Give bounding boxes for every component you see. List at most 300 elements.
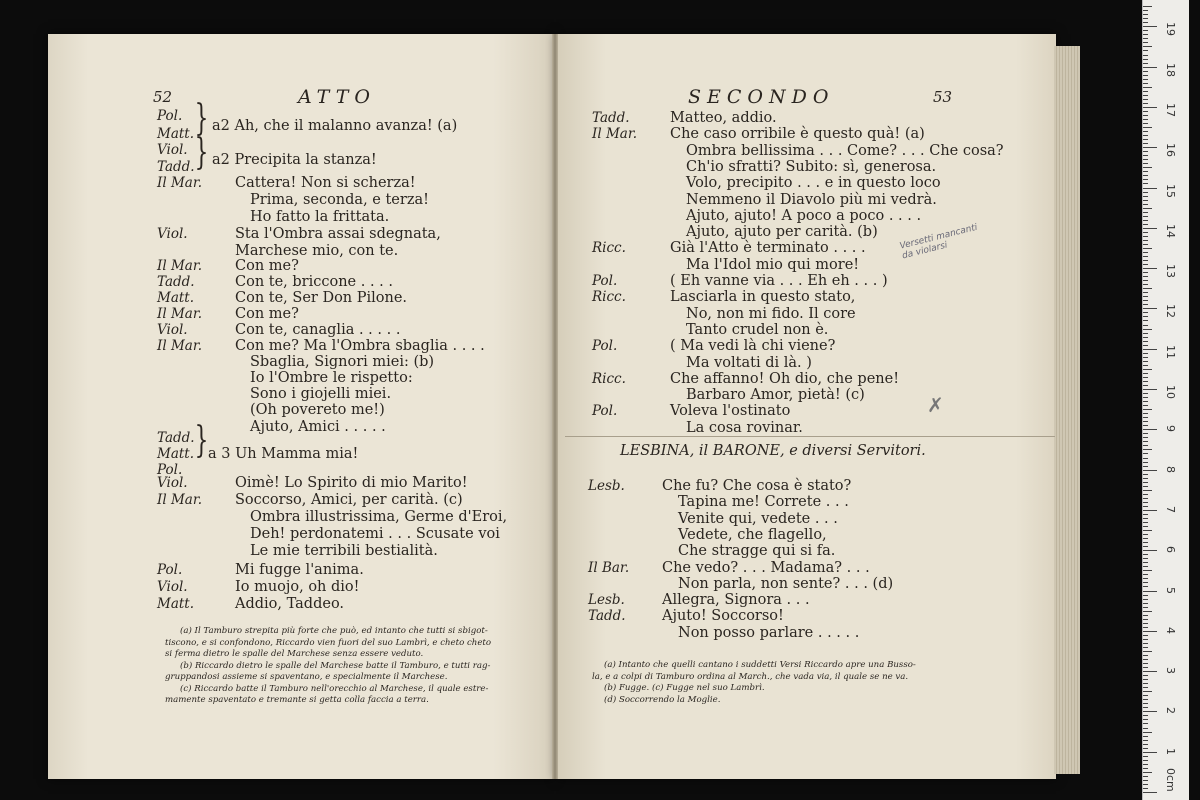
footnote-line: mamente spaventato e tremante si getta colla faccia a terra.: [165, 695, 429, 705]
ruler-tick: [1143, 667, 1148, 668]
ruler-tick: [1143, 611, 1152, 612]
speaker-label: Ricc.: [592, 289, 626, 306]
verse-line: Ajuto, ajuto per carità. (b): [686, 224, 878, 241]
ruler-tick: [1143, 179, 1148, 180]
ruler-tick: [1143, 679, 1148, 680]
speaker-label: Tadd.: [157, 274, 195, 290]
ruler-label: 2: [1164, 707, 1177, 715]
right-header: SECONDO: [688, 86, 835, 108]
verse-line: Con te, Ser Don Pilone.: [235, 290, 408, 306]
ruler-tick: [1143, 296, 1148, 297]
verse-line: Con te, canaglia . . . . .: [235, 322, 401, 338]
verse-line: Matteo, addio.: [670, 110, 777, 126]
ruler-tick: [1143, 216, 1148, 217]
left-header: ATTO: [298, 86, 376, 108]
ruler-tick: [1143, 308, 1157, 309]
ruler-tick: [1143, 26, 1157, 27]
ruler-tick: [1143, 586, 1148, 587]
ruler-tick: [1143, 578, 1148, 579]
ruler-tick: [1143, 732, 1152, 733]
verse-line: Ombra illustrissima, Germe d'Eroi,: [250, 509, 508, 525]
verse-line: Soccorso, Amici, per carità. (c): [235, 492, 463, 508]
speaker-label: Lesb.: [588, 592, 625, 609]
ruler-tick: [1143, 196, 1148, 197]
speaker-label: Pol.: [592, 338, 618, 355]
brace-icon: }: [194, 132, 209, 173]
verse-line: Ma voltati di là. ): [686, 354, 812, 371]
measurement-ruler: [1142, 0, 1189, 800]
ruler-label: 17: [1164, 102, 1177, 117]
speaker-label: Lesb.: [588, 478, 625, 494]
ruler-tick: [1143, 607, 1148, 608]
ruler-tick: [1143, 788, 1148, 789]
ruler-tick: [1143, 639, 1148, 640]
verse-line: Sbaglia, Signori miei: (b): [250, 354, 435, 370]
ruler-label: 18: [1164, 62, 1177, 77]
ruler-tick: [1143, 236, 1148, 237]
ruler-tick: [1143, 728, 1148, 729]
ruler-tick: [1143, 603, 1148, 604]
ruler-tick: [1143, 635, 1148, 636]
ruler-tick: [1143, 292, 1148, 293]
verse-line: Oimè! Lo Spirito di mio Marito!: [235, 475, 468, 491]
verse-line: Che vedo? . . . Madama? . . .: [662, 559, 870, 576]
ruler-tick: [1143, 357, 1148, 358]
ruler-tick: [1143, 300, 1148, 301]
brace-speaker-label: Tadd.: [157, 159, 195, 175]
ruler-label: 8: [1164, 465, 1177, 473]
ruler-label: 3: [1164, 667, 1177, 675]
ruler-tick: [1143, 748, 1148, 749]
ruler-tick: [1143, 740, 1148, 741]
ruler-tick: [1143, 780, 1148, 781]
ruler-tick: [1143, 188, 1157, 189]
ruler-tick: [1143, 369, 1152, 370]
ruler-tick: [1143, 744, 1148, 745]
speaker-label: Tadd.: [592, 110, 630, 126]
ruler-tick: [1143, 316, 1148, 317]
ruler-tick: [1143, 647, 1148, 648]
ruler-tick: [1143, 437, 1148, 438]
ruler-tick: [1143, 115, 1148, 116]
verse-line: ( Ma vedi là chi viene?: [670, 338, 836, 355]
verse-line: Che caso orribile è questo quà! (a): [670, 126, 925, 143]
ruler-label: 11: [1164, 344, 1177, 359]
verse-line: ( Eh vanne via . . . Eh eh . . . ): [670, 273, 888, 289]
brace-icon: }: [194, 420, 209, 461]
ruler-label: 12: [1164, 304, 1177, 319]
verse-line: Sta l'Ombra assai sdegnata,: [235, 226, 441, 242]
verse-line: No, non mi fido. Il core: [686, 305, 856, 322]
ruler-tick: [1143, 83, 1148, 84]
ruler-tick: [1143, 453, 1148, 454]
brace-speaker-label: Pol.: [157, 462, 183, 478]
ruler-label: 13: [1164, 264, 1177, 279]
ruler-tick: [1143, 212, 1148, 213]
ruler-tick: [1143, 59, 1148, 60]
speaker-label: Viol.: [157, 322, 188, 338]
scene-heading: LESBINA, il BARONE, e diversi Servitori.: [620, 443, 926, 459]
ruler-tick: [1143, 361, 1148, 362]
verse-line: Addio, Taddeo.: [235, 596, 345, 612]
ruler-tick: [1143, 276, 1148, 277]
ruler-tick: [1143, 288, 1152, 289]
ruler-label: 9: [1164, 425, 1177, 433]
ruler-tick: [1143, 631, 1157, 632]
ruler-label: 1: [1164, 747, 1177, 755]
ruler-tick: [1143, 135, 1148, 136]
verse-line: Non posso parlare . . . . .: [678, 624, 860, 641]
ruler-tick: [1143, 546, 1148, 547]
ruler-tick: [1143, 200, 1148, 201]
ruler-tick: [1143, 792, 1157, 793]
page-edges: [1054, 46, 1080, 774]
footnote-line: (a) Intanto che quelli cantano i suddetti Versi Riccardo apre una Busso-: [604, 660, 916, 670]
ruler-tick: [1143, 736, 1148, 737]
ruler-tick: [1143, 627, 1148, 628]
ruler-tick: [1143, 107, 1157, 108]
ruler-tick: [1143, 373, 1148, 374]
ruler-tick: [1143, 756, 1148, 757]
speaker-label: Il Mar.: [157, 492, 203, 508]
verse-line: Io l'Ombre le rispetto:: [250, 370, 413, 386]
ruler-tick: [1143, 401, 1148, 402]
ruler-tick: [1143, 510, 1157, 511]
verse-line: a2 Precipita la stanza!: [212, 152, 377, 168]
speaker-label: Il Mar.: [157, 338, 203, 354]
ruler-tick: [1143, 147, 1157, 148]
ruler-tick: [1143, 574, 1148, 575]
right-page-number: 53: [933, 88, 953, 106]
ruler-tick: [1143, 591, 1157, 592]
ruler-tick: [1143, 103, 1148, 104]
ruler-tick: [1143, 224, 1148, 225]
verse-line: Ch'io sfratti? Subito: sì, generosa.: [686, 158, 937, 175]
verse-line: Con me?: [235, 258, 299, 274]
ruler-tick: [1143, 478, 1148, 479]
ruler-tick: [1143, 470, 1157, 471]
ruler-tick: [1143, 208, 1152, 209]
speaker-label: Viol.: [157, 579, 188, 595]
verse-line: Le mie terribili bestialità.: [250, 543, 438, 559]
brace-speaker-label: Pol.: [157, 108, 183, 124]
ruler-tick: [1143, 514, 1148, 515]
ruler-tick: [1143, 204, 1148, 205]
ruler-tick: [1143, 232, 1148, 233]
footnote-line: gruppandosi assieme si spaventano, e specialmente il Marchese.: [165, 672, 448, 682]
ruler-tick: [1143, 6, 1152, 7]
verse-line: Non parla, non sente? . . . (d): [678, 575, 894, 592]
verse-line: Che fu? Che cosa è stato?: [662, 478, 852, 494]
speaker-label: Pol.: [592, 403, 618, 420]
ruler-tick: [1143, 760, 1148, 761]
ruler-tick: [1143, 615, 1148, 616]
ruler-tick: [1143, 63, 1148, 64]
ruler-tick: [1143, 248, 1152, 249]
ruler-label: 7: [1164, 505, 1177, 513]
ruler-tick: [1143, 163, 1148, 164]
verse-line: Con me?: [235, 306, 299, 322]
ruler-tick: [1143, 329, 1152, 330]
ruler-tick: [1143, 582, 1148, 583]
verse-line: Mi fugge l'anima.: [235, 562, 364, 578]
ruler-tick: [1143, 79, 1148, 80]
verse-line: Vedete, che flagello,: [678, 526, 827, 543]
ruler-tick: [1143, 542, 1148, 543]
speaker-label: Pol.: [592, 273, 618, 289]
speaker-label: Il Mar.: [157, 258, 203, 274]
verse-line: Tanto crudel non è.: [686, 321, 829, 338]
speaker-label: Il Bar.: [588, 559, 630, 576]
ruler-tick: [1143, 143, 1148, 144]
ruler-tick: [1143, 171, 1148, 172]
verse-line: (Oh povereto me!): [250, 402, 385, 418]
ruler-tick: [1143, 333, 1148, 334]
ruler-tick: [1143, 38, 1148, 39]
ruler-tick: [1143, 30, 1148, 31]
ruler-tick: [1143, 95, 1148, 96]
ruler-tick: [1143, 159, 1148, 160]
ruler-tick: [1143, 707, 1148, 708]
ruler-tick: [1143, 167, 1152, 168]
ruler-tick: [1143, 421, 1148, 422]
verse-line: Ho fatto la frittata.: [250, 209, 390, 225]
ruler-tick: [1143, 719, 1148, 720]
ruler-tick: [1143, 506, 1148, 507]
verse-line: a 3 Uh Mamma mia!: [208, 446, 359, 462]
ruler-tick: [1143, 393, 1148, 394]
ruler-tick: [1143, 566, 1148, 567]
ruler-tick: [1143, 784, 1148, 785]
footnote-line: (b) Fugge. (c) Fugge nel suo Lambrì.: [604, 683, 765, 693]
ruler-tick: [1143, 715, 1148, 716]
ruler-tick: [1143, 776, 1148, 777]
verse-line: Prima, seconda, e terza!: [250, 192, 429, 208]
ruler-tick: [1143, 711, 1157, 712]
ruler-tick: [1143, 691, 1152, 692]
ruler-tick: [1143, 462, 1148, 463]
ruler-tick: [1143, 595, 1148, 596]
speaker-label: Il Mar.: [157, 306, 203, 322]
ruler-tick: [1143, 445, 1148, 446]
verse-line: Voleva l'ostinato: [670, 403, 791, 420]
verse-line: a2 Ah, che il malanno avanza! (a): [212, 118, 458, 134]
ruler-tick: [1143, 345, 1148, 346]
speaker-label: Matt.: [157, 290, 195, 306]
speaker-label: Ricc.: [592, 240, 626, 257]
verse-line: Ajuto, ajuto! A poco a poco . . . .: [686, 207, 922, 224]
speaker-label: Il Mar.: [592, 126, 638, 143]
verse-line: Barbaro Amor, pietà! (c): [686, 387, 865, 404]
ruler-tick: [1143, 268, 1157, 269]
speaker-label: Viol.: [157, 226, 188, 242]
ruler-tick: [1143, 240, 1148, 241]
ruler-tick: [1143, 599, 1148, 600]
ruler-tick: [1143, 304, 1148, 305]
speaker-label: Ricc.: [592, 370, 626, 387]
ruler-tick: [1143, 280, 1148, 281]
ruler-tick: [1143, 175, 1148, 176]
ruler-tick: [1143, 151, 1148, 152]
ruler-tick: [1143, 337, 1148, 338]
ruler-tick: [1143, 75, 1148, 76]
book-gutter: [552, 34, 558, 779]
ruler-tick: [1143, 518, 1148, 519]
handwritten-margin-note: Versetti mancanti da violarsi: [898, 222, 979, 262]
ruler-tick: [1143, 119, 1148, 120]
ruler-label: 4: [1164, 626, 1177, 634]
footnote-line: la, e a colpi di Tamburo ordina al March., che vada via, il quale se ne va.: [592, 671, 909, 682]
ruler-tick: [1143, 429, 1157, 430]
speaker-label: Tadd.: [588, 608, 626, 625]
ruler-tick: [1143, 558, 1148, 559]
ruler-tick: [1143, 67, 1157, 68]
ruler-tick: [1143, 425, 1148, 426]
verse-line: La cosa rovinar.: [686, 419, 803, 436]
ruler-tick: [1143, 623, 1148, 624]
ruler-tick: [1143, 10, 1148, 11]
ruler-tick: [1143, 353, 1148, 354]
ruler-tick: [1143, 320, 1148, 321]
ruler-tick: [1143, 50, 1148, 51]
ruler-tick: [1143, 671, 1157, 672]
footnote-line: (d) Soccorrendo la Moglie.: [604, 694, 721, 705]
ruler-tick: [1143, 663, 1148, 664]
ruler-tick: [1143, 34, 1148, 35]
verse-line: Che stragge qui si fa.: [678, 543, 836, 560]
ruler-tick: [1143, 91, 1148, 92]
ruler-tick: [1143, 385, 1148, 386]
verse-line: Con te, briccone . . . .: [235, 274, 394, 290]
ruler-label: 14: [1164, 223, 1177, 238]
ruler-tick: [1143, 562, 1148, 563]
ruler-tick: [1143, 127, 1152, 128]
verse-line: Ma l'Idol mio qui more!: [686, 256, 860, 273]
ruler-tick: [1143, 659, 1148, 660]
verse-line: Ajuto! Soccorso!: [662, 608, 784, 625]
ruler-tick: [1143, 192, 1148, 193]
ruler-tick: [1143, 325, 1148, 326]
ruler-tick: [1143, 284, 1148, 285]
verse-line: Con me? Ma l'Ombra sbaglia . . . .: [235, 338, 485, 354]
speaker-label: Viol.: [157, 475, 188, 491]
speaker-label: Pol.: [157, 562, 183, 578]
ruler-tick: [1143, 683, 1148, 684]
verse-line: Volo, precipito . . . e in questo loco: [686, 175, 941, 192]
brace-speaker-label: Matt.: [157, 446, 195, 462]
ruler-tick: [1143, 768, 1148, 769]
ruler-tick: [1143, 655, 1148, 656]
verse-line: Venite qui, vedete . . .: [678, 510, 838, 527]
verse-line: Sono i giojelli miei.: [250, 386, 392, 402]
ruler-tick: [1143, 405, 1148, 406]
ruler-tick: [1143, 526, 1148, 527]
ruler-label: 16: [1164, 143, 1177, 158]
ruler-tick: [1143, 687, 1148, 688]
verse-line: Marchese mio, con te.: [235, 243, 399, 259]
ruler-tick: [1143, 123, 1148, 124]
footnote-line: si ferma dietro le spalle del Marchese senza essere veduto.: [165, 649, 424, 659]
ruler-tick: [1143, 220, 1148, 221]
scene-divider: [565, 436, 1055, 437]
verse-line: Cattera! Non si scherza!: [235, 175, 416, 191]
ruler-tick: [1143, 139, 1148, 140]
verse-line: Allegra, Signora . . .: [662, 592, 810, 609]
ruler-label: 10: [1164, 385, 1177, 399]
ruler-tick: [1143, 377, 1148, 378]
pencil-mark-icon: ✗: [927, 393, 944, 417]
ruler-tick: [1143, 723, 1148, 724]
left-page-number: 52: [153, 88, 173, 106]
ruler-tick: [1143, 349, 1157, 350]
ruler-tick: [1143, 498, 1148, 499]
ruler-tick: [1143, 441, 1148, 442]
brace-icon: }: [194, 98, 209, 139]
ruler-tick: [1143, 486, 1148, 487]
ruler-tick: [1143, 534, 1148, 535]
ruler-tick: [1143, 651, 1152, 652]
ruler-tick: [1143, 752, 1157, 753]
ruler-tick: [1143, 312, 1148, 313]
ruler-tick: [1143, 494, 1148, 495]
ruler-tick: [1143, 550, 1157, 551]
ruler-tick: [1143, 155, 1148, 156]
ruler-tick: [1143, 14, 1148, 15]
ruler-tick: [1143, 772, 1152, 773]
ruler-tick: [1143, 530, 1152, 531]
speaker-label: Matt.: [157, 596, 195, 612]
ruler-tick: [1143, 764, 1148, 765]
ruler-tick: [1143, 413, 1148, 414]
ruler-tick: [1143, 482, 1148, 483]
ruler-tick: [1143, 417, 1148, 418]
ruler-tick: [1143, 502, 1148, 503]
ruler-label: 15: [1164, 183, 1177, 198]
ruler-label: 6: [1164, 546, 1177, 554]
brace-speaker-label: Viol.: [157, 142, 188, 158]
ruler-tick: [1143, 474, 1148, 475]
ruler-tick: [1143, 183, 1148, 184]
ruler-tick: [1143, 18, 1148, 19]
ruler-tick: [1143, 695, 1148, 696]
verse-line: Che affanno! Oh dio, che pene!: [670, 370, 900, 387]
ruler-tick: [1143, 389, 1157, 390]
verse-line: Lasciarla in questo stato,: [670, 289, 856, 306]
brace-speaker-label: Matt.: [157, 126, 195, 142]
verse-line: Deh! perdonatemi . . . Scusate voi: [250, 526, 500, 542]
ruler-tick: [1143, 703, 1148, 704]
verse-line: Io muojo, oh dio!: [235, 579, 360, 595]
speaker-label: Il Mar.: [157, 175, 203, 191]
ruler-tick: [1143, 22, 1148, 23]
ruler-tick: [1143, 264, 1148, 265]
footnote-line: (a) Il Tamburo strepita più forte che può, ed intanto che tutti si sbigot-: [180, 626, 488, 636]
ruler-tick: [1143, 409, 1152, 410]
footnote-line: tiscono, e si confondono, Riccardo vien fuori del suo Lambrì, e cheto cheto: [165, 637, 492, 648]
ruler-tick: [1143, 490, 1152, 491]
ruler-tick: [1143, 46, 1152, 47]
ruler-tick: [1143, 341, 1148, 342]
ruler-tick: [1143, 449, 1152, 450]
ruler-tick: [1143, 619, 1148, 620]
ruler-tick: [1143, 99, 1148, 100]
footnote-line: (c) Riccardo batte il Tamburo nell'orecchio al Marchese, il quale estre-: [180, 683, 489, 694]
verse-line: Nemmeno il Diavolo più mi vedrà.: [686, 191, 937, 208]
ruler-tick: [1143, 111, 1148, 112]
footnote-line: (b) Riccardo dietro le spalle del Marchese batte il Tamburo, e tutti rag-: [180, 660, 491, 671]
ruler-label: 5: [1164, 586, 1177, 594]
ruler-tick: [1143, 570, 1152, 571]
